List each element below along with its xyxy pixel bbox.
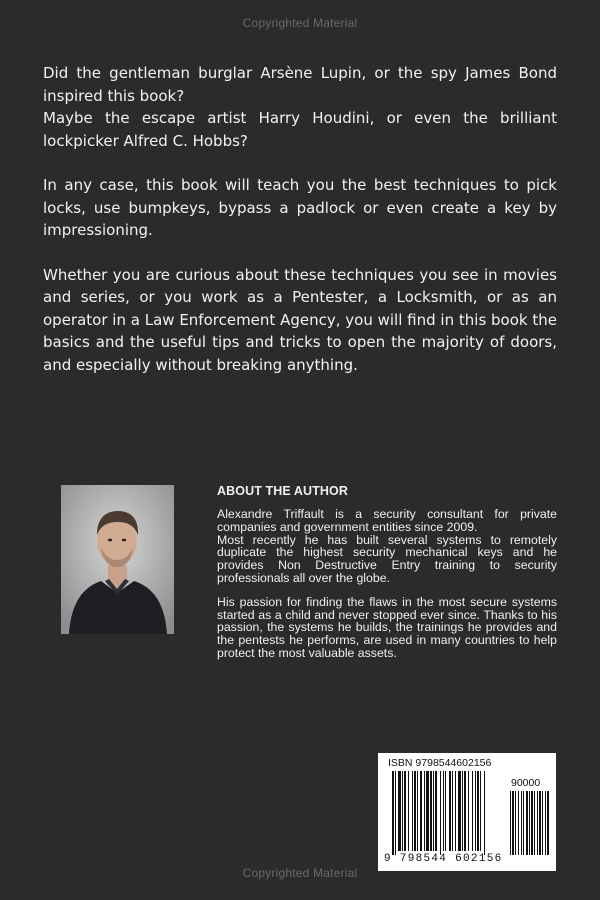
barcode-bar — [472, 771, 473, 851]
barcode-addon-bar — [518, 791, 519, 855]
author-bio-paragraph: Alexandre Triffault is a security consultant for private companies and government entities since 2009. — [217, 507, 557, 534]
barcode-bar — [402, 771, 403, 851]
author-portrait-illustration — [61, 485, 174, 634]
barcode-bar — [435, 771, 437, 851]
barcode-bar — [449, 771, 451, 851]
barcode-bar — [417, 771, 418, 851]
barcode-bar — [445, 771, 446, 851]
barcode-bar — [395, 771, 396, 855]
barcode-bar — [452, 771, 453, 851]
barcode-addon-bar — [521, 791, 522, 855]
barcode-bar — [412, 771, 413, 851]
barcode-addon-bar — [547, 791, 549, 855]
barcode-bar — [477, 771, 479, 851]
barcode-bar — [424, 771, 425, 851]
back-cover-blurb — [43, 62, 557, 398]
barcode-bar — [480, 771, 481, 851]
barcode-bar — [468, 771, 469, 851]
barcode-addon-bar — [542, 791, 543, 855]
about-the-author — [217, 484, 557, 671]
author-bio-paragraph: His passion for finding the flaws in the most secure systems started as a child and never stopped ever since. Thanks to his passion, the systems he builds, the trainings he provides and the pentests he performs, are used in many countries to help protect the most valuable assets. — [217, 594, 557, 660]
barcode-addon-bar — [510, 791, 511, 855]
barcode-bar — [426, 771, 429, 851]
blurb-paragraph-2 — [43, 174, 557, 242]
barcode-bar — [430, 771, 432, 851]
barcode-bar — [443, 771, 444, 851]
barcode-bar — [475, 771, 476, 851]
watermark-bottom: Copyrighted Material — [242, 866, 358, 880]
barcode-bar — [398, 771, 401, 851]
barcode-bar — [414, 771, 416, 851]
barcode-addon-bar — [531, 791, 533, 855]
barcode-bar — [484, 771, 485, 855]
barcode-addon-bar — [515, 791, 516, 855]
author-heading: ABOUT THE AUTHOR — [217, 484, 348, 498]
barcode-addon-bar — [534, 791, 535, 855]
barcode-bar — [408, 771, 409, 851]
author-bio-paragraph: Most recently he has built several systems to remotely duplicate the highest security mechanical keys and he provides Non Destructive Entry training to security professionals all over the globe. — [217, 532, 557, 585]
barcode-bar — [464, 771, 466, 851]
barcode-addon-bar — [539, 791, 541, 855]
price-code: 90000 — [511, 777, 541, 789]
barcode-bar — [404, 771, 406, 851]
barcode-addon-bar — [545, 791, 546, 855]
barcode-digits: 9 798544 602156 — [384, 853, 503, 865]
barcode-addon-bar — [537, 791, 538, 855]
barcode-addon-bar — [512, 791, 514, 855]
blurb-line: Whether you are curious about these techniques you see in movies and series, or you work as a Pentester, a Locksmith, or as an operator in a Law Enforcement Agency, you will find in this book the basics and the useful tips and tricks to open the majority of doors, and especially without breaking anything. — [43, 265, 557, 374]
blurb-line: Did the gentleman burglar Arsène Lupin, or the spy James Bond inspired this book? — [43, 64, 557, 105]
barcode-bar — [420, 771, 422, 851]
isbn-barcode-box — [378, 753, 556, 871]
blurb-line: Maybe the escape artist Harry Houdini, or even the brilliant lockpicker Alfred C. Hobbs? — [43, 109, 557, 150]
barcode-bar — [392, 771, 394, 855]
barcode-bar — [455, 771, 456, 851]
barcode-addon-bar — [523, 791, 524, 855]
barcode-bar — [440, 771, 441, 855]
barcode-bar — [462, 771, 463, 851]
isbn-label: ISBN 9798544602156 — [388, 757, 492, 769]
author-photo — [61, 485, 174, 634]
barcode-addon-bar — [526, 791, 528, 855]
watermark-top: Copyrighted Material — [242, 16, 358, 30]
blurb-paragraph-3 — [43, 264, 557, 377]
barcode-addon-bar — [529, 791, 530, 855]
barcode-bar — [458, 771, 461, 851]
blurb-line: In any case, this book will teach you the best techniques to pick locks, use bumpkeys, bypass a padlock or even create a key by impressioning. — [43, 176, 557, 239]
blurb-paragraph-1 — [43, 62, 557, 152]
barcode-bar — [433, 771, 434, 851]
